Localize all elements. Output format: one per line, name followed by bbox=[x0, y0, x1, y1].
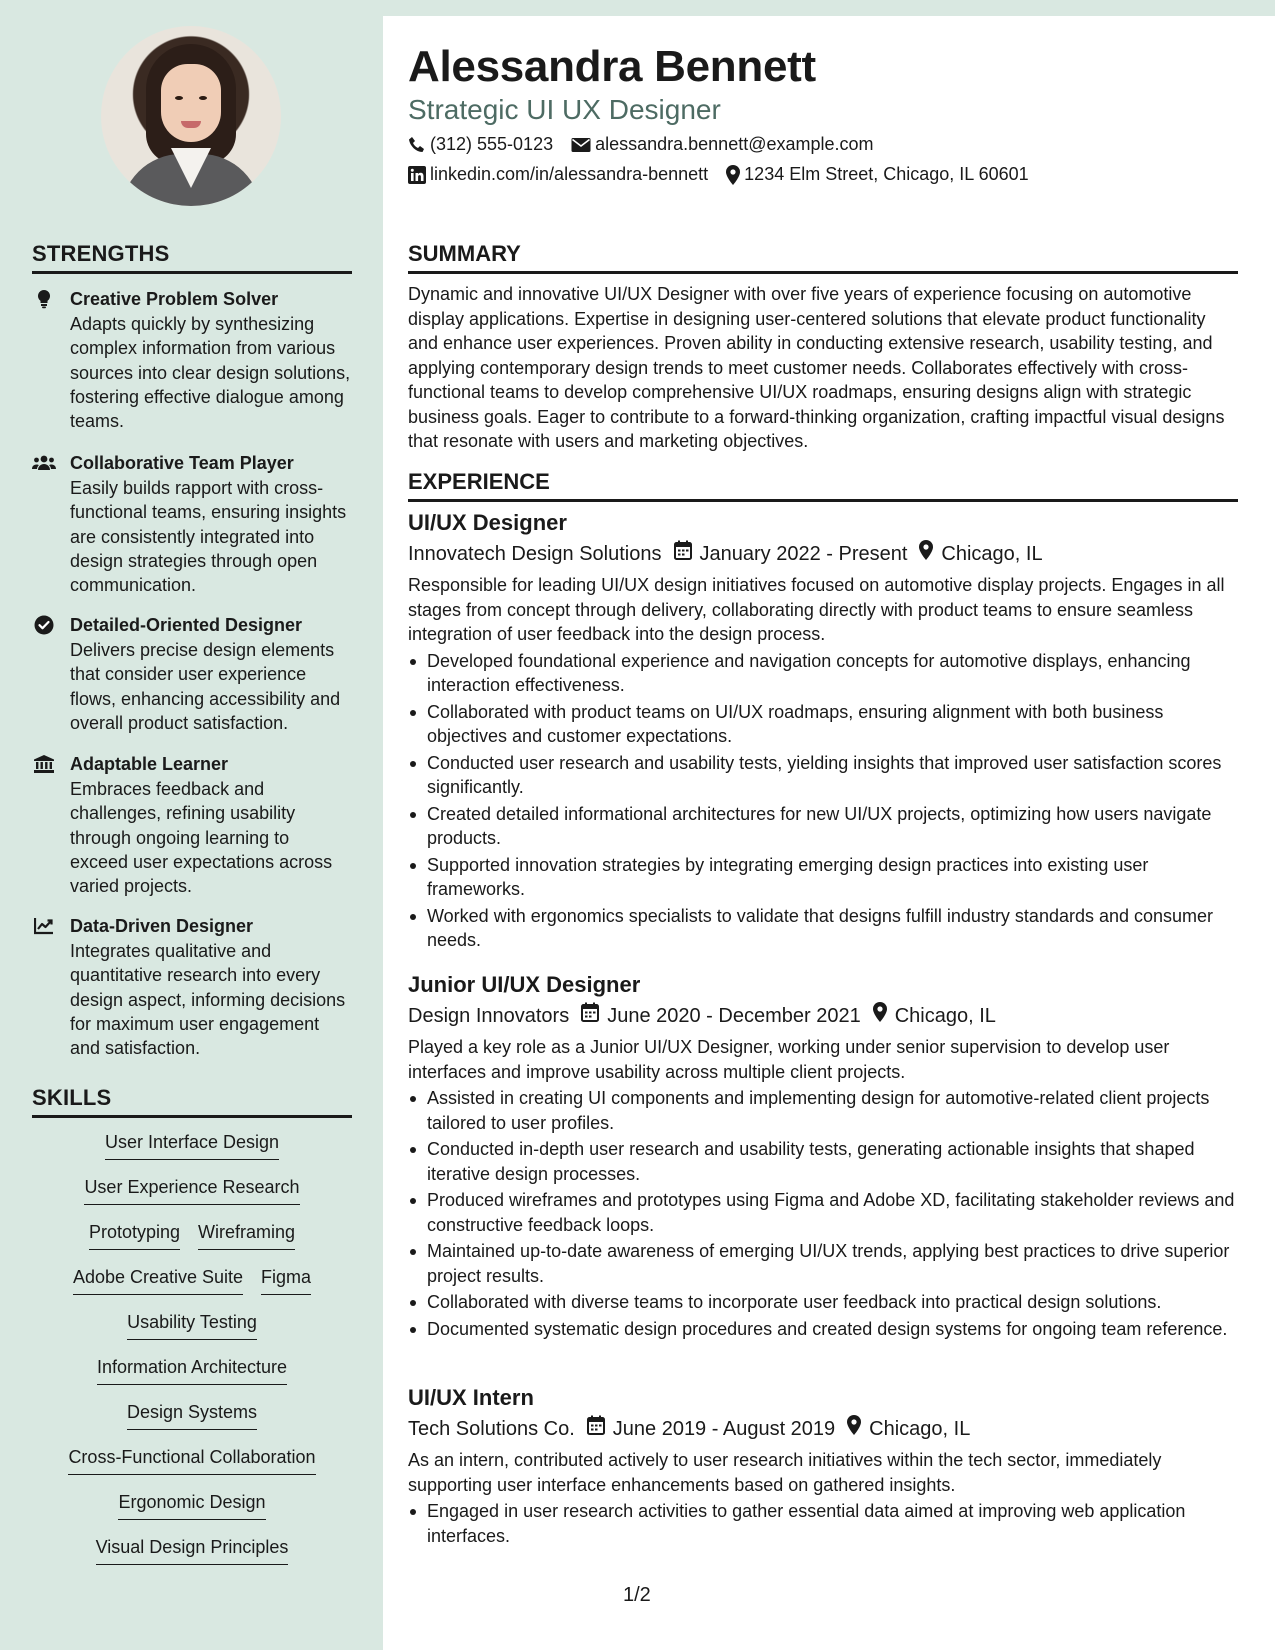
chart-line-icon bbox=[32, 915, 56, 937]
skill-tag: Information Architecture bbox=[97, 1355, 287, 1385]
skills-heading: SKILLS bbox=[32, 1085, 352, 1118]
map-marker-icon bbox=[847, 1414, 861, 1444]
job-location: Chicago, IL bbox=[869, 1418, 971, 1440]
job-location: Chicago, IL bbox=[894, 1005, 996, 1027]
job-company: Innovatech Design Solutions bbox=[408, 543, 662, 565]
skill-tag: Figma bbox=[261, 1265, 311, 1295]
linkedin-icon bbox=[408, 166, 426, 184]
job-meta bbox=[408, 539, 1238, 569]
check-circle-icon bbox=[32, 614, 56, 636]
job-bullet: Maintained up-to-date awareness of emerging UI/UX trends, applying best practices to drive superior project results. bbox=[408, 1239, 1238, 1288]
calendar-icon bbox=[587, 1414, 605, 1444]
job-company: Design Innovators bbox=[408, 1005, 570, 1027]
skill-tag: Design Systems bbox=[127, 1400, 257, 1430]
job-meta bbox=[408, 1414, 1238, 1444]
phone-icon bbox=[408, 136, 426, 154]
job-bullet: Worked with ergonomics specialists to validate that designs fulfill industry standards and consumer needs. bbox=[408, 904, 1238, 953]
strength-description: Integrates qualitative and quantitative research into every design aspect, informing decisions for maximum user engagement and satisfaction. bbox=[70, 941, 346, 1059]
job-bullet: Collaborated with product teams on UI/UX roadmaps, ensuring alignment with both business objectives and customer expectations. bbox=[408, 700, 1238, 749]
address-text: 1234 Elm Street, Chicago, IL 60601 bbox=[744, 164, 1029, 184]
profile-photo bbox=[101, 26, 281, 206]
job-description: Responsible for leading UI/UX design initiatives focused on automotive display projects. Engages in all stages from concept through delivery, collaborating directly with product teams to ensure seamless integration of user feedback into the design process. bbox=[408, 575, 1225, 644]
job-bullets bbox=[408, 649, 1238, 953]
address-contact bbox=[726, 164, 1029, 185]
contact-row bbox=[408, 164, 1029, 185]
summary-text: Dynamic and innovative UI/UX Designer with over five years of experience focusing on automotive display applications. Expertise in designing user-centered solutions that elevate product functionality and enhance user experiences. Proven ability in conducting extensive research, usability testing, and applying contemporary design trends to meet customer needs. Collaborates effectively with cross-functional teams to develop comprehensive UI/UX roadmaps, ensuring designs align with strategic business goals. Eager to contribute to a forward-thinking organization, crafting impactful visual designs that resonate with users and marketing objectives. bbox=[408, 284, 1225, 451]
job-bullet: Created detailed informational architectures for new UI/UX projects, optimizing how users navigate products. bbox=[408, 802, 1238, 851]
job-company: Tech Solutions Co. bbox=[408, 1418, 575, 1440]
candidate-title: Strategic UI UX Designer bbox=[408, 94, 721, 125]
job-entry bbox=[408, 509, 1238, 955]
users-icon bbox=[32, 452, 56, 474]
job-bullet: Documented systematic design procedures and created design systems for ongoing team reference. bbox=[408, 1317, 1238, 1342]
job-meta bbox=[408, 1001, 1238, 1031]
job-bullet: Engaged in user research activities to gather essential data aimed at improving web application interfaces. bbox=[408, 1499, 1238, 1548]
strength-description: Adapts quickly by synthesizing complex information from various sources into clear design solutions, fostering effective dialogue among teams. bbox=[70, 314, 351, 432]
map-marker-icon bbox=[726, 165, 740, 185]
strength-description: Easily builds rapport with cross-functional teams, ensuring insights are consistently integrated into design strategies through open communication. bbox=[70, 478, 347, 596]
strengths-heading: STRENGTHS bbox=[32, 241, 352, 274]
sidebar bbox=[0, 0, 383, 1650]
job-entry bbox=[408, 971, 1238, 1343]
linkedin-contact[interactable] bbox=[408, 164, 708, 185]
contact-row bbox=[408, 134, 874, 155]
skill-tag: Cross-Functional Collaboration bbox=[68, 1445, 315, 1475]
job-bullet: Developed foundational experience and navigation concepts for automotive displays, enhancing interaction effectiveness. bbox=[408, 649, 1238, 698]
page-number: 1/2 bbox=[623, 1584, 651, 1606]
job-role: UI/UX Intern bbox=[408, 1385, 534, 1410]
phone-text: (312) 555-0123 bbox=[430, 134, 554, 154]
skill-tag: Usability Testing bbox=[127, 1310, 257, 1340]
envelope-icon bbox=[571, 137, 591, 153]
job-bullets bbox=[408, 1499, 1238, 1548]
job-dates: June 2019 - August 2019 bbox=[612, 1418, 836, 1440]
map-marker-icon bbox=[873, 1001, 887, 1031]
strength-title: Adaptable Learner bbox=[70, 754, 229, 774]
calendar-icon bbox=[581, 1001, 599, 1031]
skill-tag: Wireframing bbox=[198, 1220, 295, 1250]
job-bullet: Collaborated with diverse teams to incorporate user feedback into practical design solutions. bbox=[408, 1290, 1238, 1315]
job-bullet: Conducted user research and usability tests, yielding insights that improved user satisfaction scores significantly. bbox=[408, 751, 1238, 800]
phone-contact bbox=[408, 134, 553, 155]
job-location: Chicago, IL bbox=[941, 543, 1043, 565]
candidate-name: Alessandra Bennett bbox=[408, 42, 816, 91]
job-bullet: Produced wireframes and prototypes using Figma and Adobe XD, facilitating stakeholder reviews and constructive feedback loops. bbox=[408, 1188, 1238, 1237]
university-icon bbox=[32, 753, 56, 775]
job-role: Junior UI/UX Designer bbox=[408, 972, 641, 997]
job-entry bbox=[408, 1384, 1238, 1550]
job-bullet: Assisted in creating UI components and implementing design for automotive-related client projects tailored to user profiles. bbox=[408, 1086, 1238, 1135]
email-contact[interactable] bbox=[571, 134, 873, 155]
job-bullet: Conducted in-depth user research and usability tests, generating actionable insights that shaped iterative design processes. bbox=[408, 1137, 1238, 1186]
job-description: Played a key role as a Junior UI/UX Designer, working under senior supervision to develop user interfaces and improve usability across multiple client projects. bbox=[408, 1037, 1170, 1082]
job-bullets bbox=[408, 1086, 1238, 1341]
strength-description: Embraces feedback and challenges, refining usability through ongoing learning to exceed user expectations across varied projects. bbox=[70, 779, 333, 897]
skill-tag: Adobe Creative Suite bbox=[73, 1265, 243, 1295]
skill-tag: User Interface Design bbox=[105, 1130, 279, 1160]
strength-title: Creative Problem Solver bbox=[70, 289, 279, 309]
job-dates: June 2020 - December 2021 bbox=[607, 1005, 861, 1027]
email-text[interactable]: alessandra.bennett@example.com bbox=[595, 134, 874, 154]
main-content bbox=[383, 16, 1275, 1650]
job-description: As an intern, contributed actively to user research initiatives within the tech sector, immediately supporting user interface enhancements based on gathered insights. bbox=[408, 1450, 1162, 1495]
job-dates: January 2022 - Present bbox=[699, 543, 908, 565]
strength-title: Data-Driven Designer bbox=[70, 916, 254, 936]
skill-tag: Prototyping bbox=[89, 1220, 180, 1250]
skill-tag: Ergonomic Design bbox=[118, 1490, 265, 1520]
experience-heading: EXPERIENCE bbox=[408, 469, 1238, 502]
strength-title: Detailed-Oriented Designer bbox=[70, 615, 303, 635]
summary-heading: SUMMARY bbox=[408, 241, 1238, 274]
skills-list bbox=[32, 1130, 352, 1580]
job-bullet: Supported innovation strategies by integrating emerging design practices into existing user frameworks. bbox=[408, 853, 1238, 902]
strength-description: Delivers precise design elements that consider user experience flows, enhancing accessibility and overall product satisfaction. bbox=[70, 640, 341, 733]
job-role: UI/UX Designer bbox=[408, 510, 567, 535]
strength-title: Collaborative Team Player bbox=[70, 453, 294, 473]
linkedin-text[interactable]: linkedin.com/in/alessandra-bennett bbox=[430, 164, 709, 184]
calendar-icon bbox=[674, 539, 692, 569]
skill-tag: Visual Design Principles bbox=[96, 1535, 289, 1565]
lightbulb-icon bbox=[32, 288, 56, 310]
skill-tag: User Experience Research bbox=[84, 1175, 299, 1205]
map-marker-icon bbox=[919, 539, 933, 569]
